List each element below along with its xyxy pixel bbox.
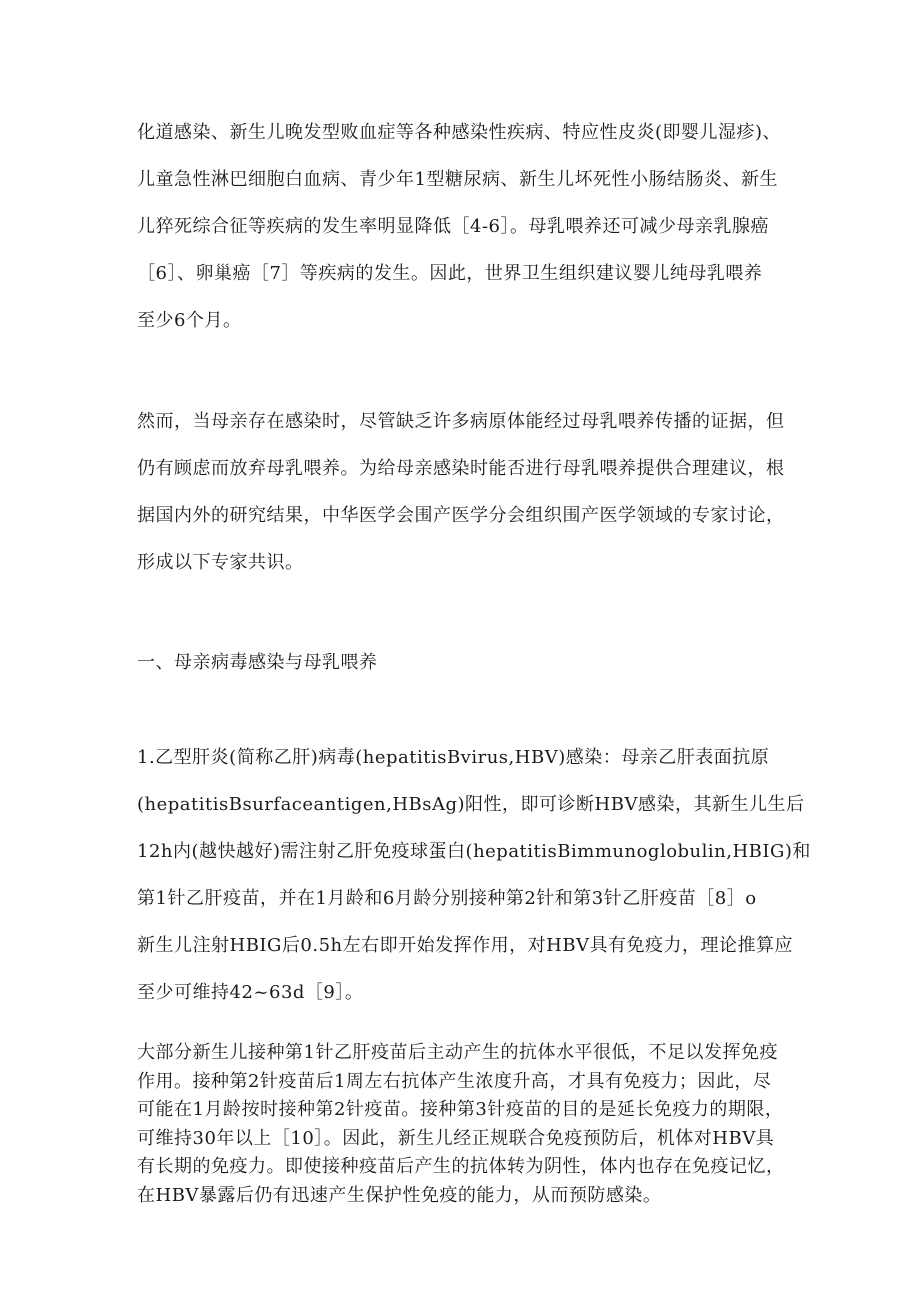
section-heading: 一、母亲病毒感染与母乳喂养 bbox=[137, 652, 378, 673]
text-line: ［6］、卵巢癌［7］等疾病的发生。因此，世界卫生组织建议婴儿纯母乳喂养 bbox=[137, 263, 763, 284]
text-line: 至少6个月。 bbox=[137, 310, 242, 331]
text-line: 12h内(越快越好)需注射乙肝免疫球蛋白(hepatitisBimmunoglobulin,HBIG)和 bbox=[137, 841, 811, 862]
text-line: 第1针乙肝疫苗，并在1月龄和6月龄分别接种第2针和第3针乙肝疫苗［8］o bbox=[137, 888, 757, 909]
text-line: 在HBV暴露后仍有迅速产生保护性免疫的能力，从而预防感染。 bbox=[137, 1184, 662, 1206]
text-line: 化道感染、新生儿晚发型败血症等各种感染性疾病、特应性皮炎(即婴儿湿疹)、 bbox=[137, 122, 782, 143]
text-line: 新生儿注射HBIG后0.5h左右即开始发挥作用，对HBV具有免疫力，理论推算应 bbox=[137, 935, 794, 956]
text-line: 仍有顾虑而放弃母乳喂养。为给母亲感染时能否进行母乳喂养提供合理建议，根 bbox=[137, 458, 785, 479]
text-line: 据国内外的研究结果，中华医学会围产医学分会组织围产医学领域的专家讨论， bbox=[137, 505, 785, 526]
text-line: 大部分新生儿接种第1针乙肝疫苗后主动产生的抗体水平很低，不足以发挥免疫 bbox=[137, 1042, 778, 1063]
text-line: 作用。接种第2针疫苗后1周左右抗体产生浓度升高，才具有免疫力；因此，尽 bbox=[137, 1070, 772, 1092]
text-line: 儿童急性淋巴细胞白血病、青少年1型糖尿病、新生儿坏死性小肠结肠炎、新生 bbox=[137, 169, 778, 190]
text-line: (hepatitisBsurfaceantigen,HBsAg)阳性，即可诊断HBV感染，其新生儿生后 bbox=[137, 794, 805, 815]
text-line: 有长期的免疫力。即使接种疫苗后产生的抗体转为阴性，体内也存在免疫记忆， bbox=[137, 1156, 785, 1177]
text-line: 至少可维持42~63d［9］。 bbox=[137, 982, 364, 1003]
paragraph-background bbox=[137, 398, 797, 586]
text-line: 然而，当母亲存在感染时，尽管缺乏许多病原体能经过母乳喂养传播的证据，但 bbox=[137, 411, 785, 432]
text-line: 形成以下专家共识。 bbox=[137, 552, 304, 573]
paragraph-hbv-vaccine bbox=[137, 1039, 797, 1210]
text-line: 可能在1月龄按时接种第2针疫苗。接种第3针疫苗的目的是延长免疫力的期限， bbox=[137, 1099, 784, 1120]
text-line: 1.乙型肝炎(简称乙肝)病毒(hepatitisBvirus,HBV)感染：母亲乙肝表面抗原 bbox=[137, 747, 770, 768]
paragraph-hbv-intro bbox=[137, 734, 811, 1016]
paragraph-intro-continued bbox=[137, 109, 797, 344]
text-line: 儿猝死综合征等疾病的发生率明显降低［4-6］。母乳喂养还可减少母亲乳腺癌 bbox=[137, 216, 769, 237]
text-line: 可维持30年以上［10］。因此，新生儿经正规联合免疫预防后，机体对HBV具 bbox=[137, 1127, 775, 1149]
